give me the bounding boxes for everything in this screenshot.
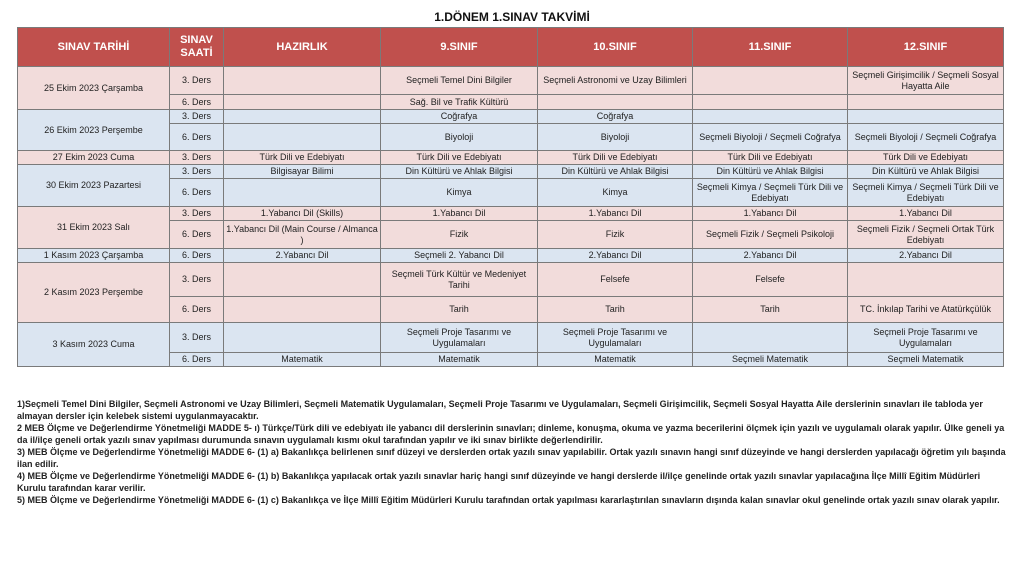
cell-grade-9: Din Kültürü ve Ahlak Bilgisi (381, 165, 538, 179)
cell-grade-12: Seçmeli Matematik (848, 353, 1004, 367)
header-time: SINAV SAATİ (170, 28, 224, 67)
exam-date: 3 Kasım 2023 Cuma (18, 323, 170, 367)
table-row (18, 207, 1004, 221)
cell-grade-12: Türk Dili ve Edebiyatı (848, 151, 1004, 165)
cell-grade-10: Coğrafya (538, 110, 693, 124)
cell-grade-11: 2.Yabancı Dil (693, 249, 848, 263)
table-row (18, 165, 1004, 179)
exam-date: 31 Ekim 2023 Salı (18, 207, 170, 249)
cell-grade-9: Matematik (381, 353, 538, 367)
exam-time: 6. Ders (170, 297, 224, 323)
cell-grade-12 (848, 95, 1004, 110)
cell-grade-10: Seçmeli Proje Tasarımı ve Uygulamaları (538, 323, 693, 353)
cell-grade-12: Seçmeli Biyoloji / Seçmeli Coğrafya (848, 124, 1004, 151)
cell-grade-11: Seçmeli Fizik / Seçmeli Psikoloji (693, 221, 848, 249)
table-row (18, 323, 1004, 353)
cell-grade-9: Seçmeli 2. Yabancı Dil (381, 249, 538, 263)
cell-grade-9: Kimya (381, 179, 538, 207)
exam-date: 30 Ekim 2023 Pazartesi (18, 165, 170, 207)
cell-grade-11: 1.Yabancı Dil (693, 207, 848, 221)
cell-hazirlik: Bilgisayar Bilimi (224, 165, 381, 179)
exam-time: 6. Ders (170, 249, 224, 263)
exam-date: 25 Ekim 2023 Çarşamba (18, 67, 170, 110)
cell-grade-9: 1.Yabancı Dil (381, 207, 538, 221)
cell-grade-11: Türk Dili ve Edebiyatı (693, 151, 848, 165)
cell-grade-11 (693, 67, 848, 95)
cell-hazirlik (224, 110, 381, 124)
exam-time: 3. Ders (170, 67, 224, 95)
footnote: 1)Seçmeli Temel Dini Bilgiler, Seçmeli Astronomi ve Uzay Bilimleri, Seçmeli Matematik Uygulamaları, Seçmeli Proje Tasarımı ve Uygulamaları, Seçmeli Girişimcilik, Seçmeli Sosyal Hayatta Aile derslerinin sınavları ile tabloda yer almayan dersler için kelebek sistemi uygulanmayacaktır. (17, 399, 983, 421)
cell-hazirlik (224, 179, 381, 207)
cell-grade-10: Matematik (538, 353, 693, 367)
exam-time: 3. Ders (170, 207, 224, 221)
cell-hazirlik (224, 263, 381, 297)
exam-time: 3. Ders (170, 151, 224, 165)
cell-grade-9: Tarih (381, 297, 538, 323)
exam-time: 6. Ders (170, 95, 224, 110)
cell-grade-10: Tarih (538, 297, 693, 323)
exam-date: 27 Ekim 2023 Cuma (18, 151, 170, 165)
exam-time: 6. Ders (170, 124, 224, 151)
cell-grade-10: 2.Yabancı Dil (538, 249, 693, 263)
cell-grade-11 (693, 323, 848, 353)
cell-hazirlik: Türk Dili ve Edebiyatı (224, 151, 381, 165)
exam-date: 2 Kasım 2023 Perşembe (18, 263, 170, 323)
header-grade-10: 10.SINIF (538, 28, 693, 67)
exam-time: 3. Ders (170, 323, 224, 353)
cell-grade-11: Seçmeli Kimya / Seçmeli Türk Dili ve Edebiyatı (693, 179, 848, 207)
cell-hazirlik: 2.Yabancı Dil (224, 249, 381, 263)
header-date: SINAV TARİHİ (18, 28, 170, 67)
cell-grade-10: Din Kültürü ve Ahlak Bilgisi (538, 165, 693, 179)
cell-hazirlik (224, 95, 381, 110)
cell-hazirlik: Matematik (224, 353, 381, 367)
cell-grade-11: Din Kültürü ve Ahlak Bilgisi (693, 165, 848, 179)
cell-grade-12 (848, 110, 1004, 124)
cell-grade-10 (538, 95, 693, 110)
cell-grade-12: Seçmeli Kimya / Seçmeli Türk Dili ve Edebiyatı (848, 179, 1004, 207)
cell-hazirlik (224, 67, 381, 95)
table-row (18, 67, 1004, 95)
cell-grade-12 (848, 263, 1004, 297)
header-grade-12: 12.SINIF (848, 28, 1004, 67)
cell-grade-10: Kimya (538, 179, 693, 207)
cell-grade-12: 2.Yabancı Dil (848, 249, 1004, 263)
exam-time: 3. Ders (170, 110, 224, 124)
cell-grade-9: Fizik (381, 221, 538, 249)
cell-grade-10: Türk Dili ve Edebiyatı (538, 151, 693, 165)
header-hazirlik: HAZIRLIK (224, 28, 381, 67)
exam-date: 1 Kasım 2023 Çarşamba (18, 249, 170, 263)
cell-grade-10: Biyoloji (538, 124, 693, 151)
cell-grade-11: Seçmeli Matematik (693, 353, 848, 367)
header-grade-9: 9.SINIF (381, 28, 538, 67)
cell-grade-9: Seçmeli Temel Dini Bilgiler (381, 67, 538, 95)
exam-date: 26 Ekim 2023 Perşembe (18, 110, 170, 151)
cell-grade-11 (693, 110, 848, 124)
cell-grade-12: Seçmeli Girişimcilik / Seçmeli Sosyal Hayatta Aile (848, 67, 1004, 95)
footnote: 2 MEB Ölçme ve Değerlendirme Yönetmeliği MADDE 5- ı) Türkçe/Türk dili ve edebiyatı ile yabancı dil derslerinin sınavları; dinleme, konuşma, okuma ve yazma becerilerini ölçmek için yazılı ve uygulamalı olarak yapılır. Ülke geneli ya da il/ilçe geneli ortak yazılı sınav yapılması durumunda sınavın uygulamalı kısmı okul tarafından yapılır ve iki sınav birlikte değerlendirilir. (17, 423, 1005, 445)
cell-hazirlik: 1.Yabancı Dil (Main Course / Almanca ) (224, 221, 381, 249)
cell-hazirlik (224, 323, 381, 353)
cell-grade-12: Din Kültürü ve Ahlak Bilgisi (848, 165, 1004, 179)
table-row (18, 263, 1004, 297)
cell-grade-10: 1.Yabancı Dil (538, 207, 693, 221)
cell-grade-9: Seçmeli Proje Tasarımı ve Uygulamaları (381, 323, 538, 353)
footnote: 4) MEB Ölçme ve Değerlendirme Yönetmeliği MADDE 6- (1) b) Bakanlıkça yapılacak ortak yazılı sınavlar hariç hangi sınıf düzeyinde ve hangi derslerde il/ilçe genelinde ortak yazılı sınavlar yapılacağına İlçe Millî Eğitim Müdürleri Kurulu tarafından karar verilir. (17, 471, 981, 493)
cell-grade-9: Türk Dili ve Edebiyatı (381, 151, 538, 165)
table-row (18, 110, 1004, 124)
cell-grade-12: Seçmeli Proje Tasarımı ve Uygulamaları (848, 323, 1004, 353)
page-title: 1.DÖNEM 1.SINAV TAKVİMİ (434, 10, 590, 24)
cell-grade-11: Felsefe (693, 263, 848, 297)
cell-grade-12: TC. İnkılap Tarihi ve Atatürkçülük (848, 297, 1004, 323)
header-row (18, 28, 1004, 67)
cell-hazirlik (224, 297, 381, 323)
cell-grade-11 (693, 95, 848, 110)
cell-grade-10: Fizik (538, 221, 693, 249)
cell-hazirlik: 1.Yabancı Dil (Skills) (224, 207, 381, 221)
cell-hazirlik (224, 124, 381, 151)
table-row (18, 249, 1004, 263)
cell-grade-9: Biyoloji (381, 124, 538, 151)
cell-grade-10: Seçmeli Astronomi ve Uzay Bilimleri (538, 67, 693, 95)
footnote: 3) MEB Ölçme ve Değerlendirme Yönetmeliği MADDE 6- (1) a) Bakanlıkça belirlenen sınıf düzeyi ve derslerden ortak yazılı sınav yapılabilir. Ortak yazılı sınavın hangi sınıf düzeyinde ve hangi derslerden yapılacağı öğretim yılı başında ilan edilir. (17, 447, 1006, 469)
cell-grade-10: Felsefe (538, 263, 693, 297)
header-grade-11: 11.SINIF (693, 28, 848, 67)
cell-grade-9: Coğrafya (381, 110, 538, 124)
cell-grade-12: 1.Yabancı Dil (848, 207, 1004, 221)
cell-grade-9: Seçmeli Türk Kültür ve Medeniyet Tarihi (381, 263, 538, 297)
cell-grade-9: Sağ. Bil ve Trafik Kültürü (381, 95, 538, 110)
exam-time: 3. Ders (170, 165, 224, 179)
exam-time: 6. Ders (170, 221, 224, 249)
cell-grade-11: Tarih (693, 297, 848, 323)
table-row (18, 151, 1004, 165)
cell-grade-11: Seçmeli Biyoloji / Seçmeli Coğrafya (693, 124, 848, 151)
exam-time: 6. Ders (170, 353, 224, 367)
exam-schedule-table (17, 27, 1004, 367)
exam-time: 6. Ders (170, 179, 224, 207)
footnotes (17, 398, 1007, 506)
exam-time: 3. Ders (170, 263, 224, 297)
cell-grade-12: Seçmeli Fizik / Seçmeli Ortak Türk Edebiyatı (848, 221, 1004, 249)
footnote: 5) MEB Ölçme ve Değerlendirme Yönetmeliği MADDE 6- (1) c) Bakanlıkça ve İlçe Millî Eğitim Müdürleri Kurulu tarafından ortak yapılması kararlaştırılan sınavların dışında kalan sınavlar okul genelinde ortak yazılı sınav olarak yapılır. (17, 495, 1000, 505)
